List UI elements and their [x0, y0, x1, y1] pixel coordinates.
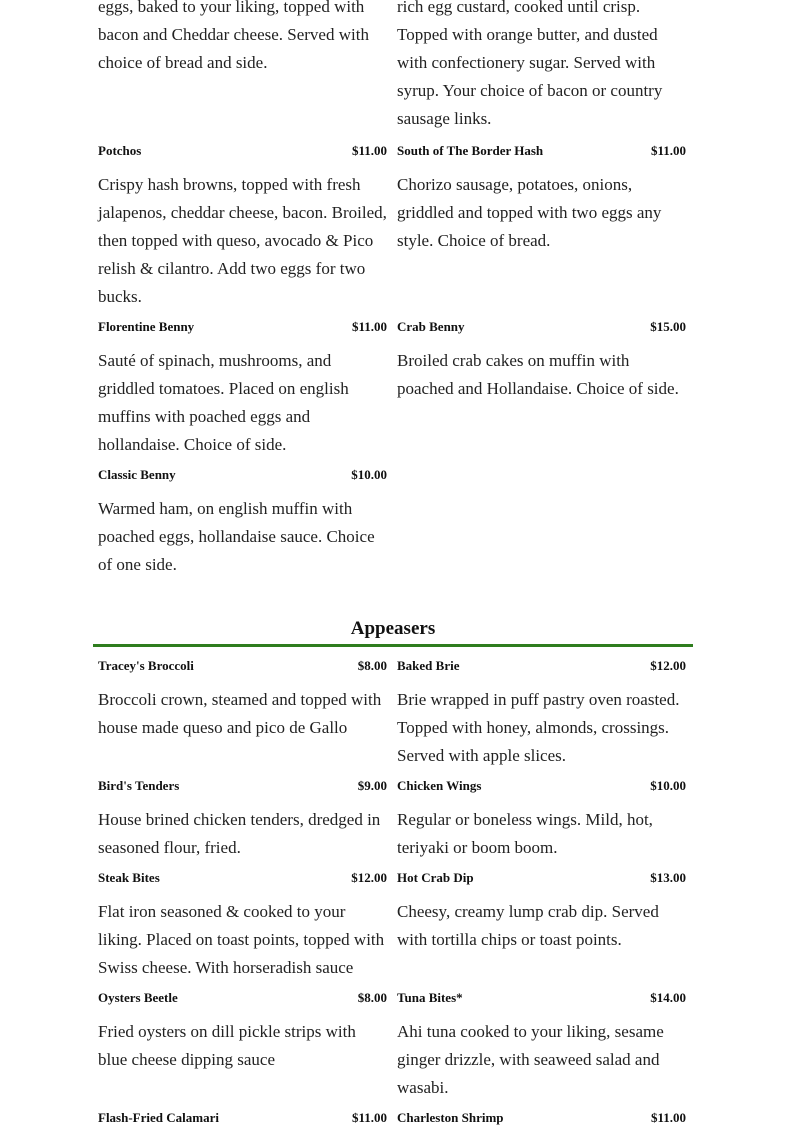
- item-description: Flat iron seasoned & cooked to your liking. Placed on toast points, topped with Swiss cheese. With horseradish sauce: [98, 902, 385, 977]
- menu-item: [98, 319, 387, 459]
- item-price: $12.00: [650, 658, 686, 673]
- item-price: $11.00: [650, 1110, 686, 1125]
- item-description: Warmed ham, on english muffin with poached eggs, hollandaise sauce. Choice of one side.: [98, 499, 375, 574]
- menu-item: [98, 870, 387, 982]
- item-name: Bird's Tenders: [98, 778, 180, 793]
- section-title: Appeasers: [350, 618, 436, 639]
- item-price: $11.00: [351, 319, 387, 334]
- item-price: $12.00: [351, 870, 387, 885]
- item-name: South of The Border Hash: [397, 143, 544, 158]
- item-price: $9.00: [357, 778, 387, 793]
- item-name: Potchos: [98, 143, 142, 158]
- menu-item: [397, 778, 686, 862]
- item-price: $11.00: [650, 143, 686, 158]
- item-price: $11.00: [351, 143, 387, 158]
- item-description: Cheesy, creamy lump crab dip. Served with tortilla chips or toast points.: [397, 902, 659, 949]
- menu-item: [397, 870, 686, 954]
- item-price: $11.00: [351, 1110, 387, 1125]
- item-description: House brined chicken tenders, dredged in seasoned flour, fried.: [98, 810, 381, 857]
- item-price: $8.00: [357, 658, 387, 673]
- menu-item: [98, 990, 387, 1074]
- item-name: Tuna Bites*: [397, 990, 463, 1005]
- menu-item: [397, 319, 686, 403]
- menu-item: [98, 467, 387, 579]
- item-price: $10.00: [351, 467, 387, 482]
- menu-item: [397, 143, 686, 255]
- item-description: Ahi tuna cooked to your liking, sesame ginger drizzle, with seaweed salad and wasabi.: [397, 1022, 664, 1097]
- item-price: $15.00: [650, 319, 686, 334]
- item-name: Florentine Benny: [98, 319, 195, 334]
- item-name: Crab Benny: [397, 319, 465, 334]
- item-name: Baked Brie: [397, 658, 460, 673]
- menu-item: [397, 658, 686, 770]
- item-name: Hot Crab Dip: [397, 870, 474, 885]
- item-name: Classic Benny: [98, 467, 176, 482]
- item-description: Sauté of spinach, mushrooms, and griddled tomatoes. Placed on english muffins with poached eggs and hollandaise. Choice of side.: [98, 351, 349, 454]
- menu-item: [98, 143, 387, 311]
- menu-item: [98, 658, 387, 742]
- item-name: Chicken Wings: [397, 778, 482, 793]
- item-description: Broiled crab cakes on muffin with poached and Hollandaise. Choice of side.: [397, 351, 679, 398]
- menu-item: [98, 778, 387, 862]
- item-name: Oysters Beetle: [98, 990, 178, 1005]
- menu-item-description-partial: eggs, baked to your liking, topped with bacon and Cheddar cheese. Served with choice of bread and side.: [98, 0, 369, 72]
- item-description: Brie wrapped in puff pastry oven roasted. Topped with honey, almonds, crossings. Served with apple slices.: [397, 690, 680, 765]
- item-description: Crispy hash browns, topped with fresh jalapenos, cheddar cheese, bacon. Broiled, then topped with queso, avocado & Pico relish & cilantro. Add two eggs for two bucks.: [98, 175, 387, 306]
- item-description: Regular or boneless wings. Mild, hot, teriyaki or boom boom.: [397, 810, 653, 857]
- item-description: Broccoli crown, steamed and topped with house made queso and pico de Gallo: [98, 690, 382, 737]
- item-name: Tracey's Broccoli: [98, 658, 194, 673]
- item-name: Steak Bites: [98, 870, 160, 885]
- item-name: Flash-Fried Calamari: [98, 1110, 219, 1125]
- section-divider: [93, 644, 693, 647]
- menu-item-description-partial: rich egg custard, cooked until crisp. Topped with orange butter, and dusted with confectionery sugar. Served with syrup. Your choice of bacon or country sausage links.: [397, 0, 663, 128]
- item-price: $10.00: [650, 778, 686, 793]
- item-description: Fried oysters on dill pickle strips with blue cheese dipping sauce: [98, 1022, 356, 1069]
- item-name: Charleston Shrimp: [397, 1110, 504, 1125]
- item-price: $13.00: [650, 870, 686, 885]
- menu-item: [397, 990, 686, 1102]
- item-price: $14.00: [650, 990, 686, 1005]
- item-description: Chorizo sausage, potatoes, onions, griddled and topped with two eggs any style. Choice of bread.: [397, 175, 662, 250]
- item-price: $8.00: [357, 990, 387, 1005]
